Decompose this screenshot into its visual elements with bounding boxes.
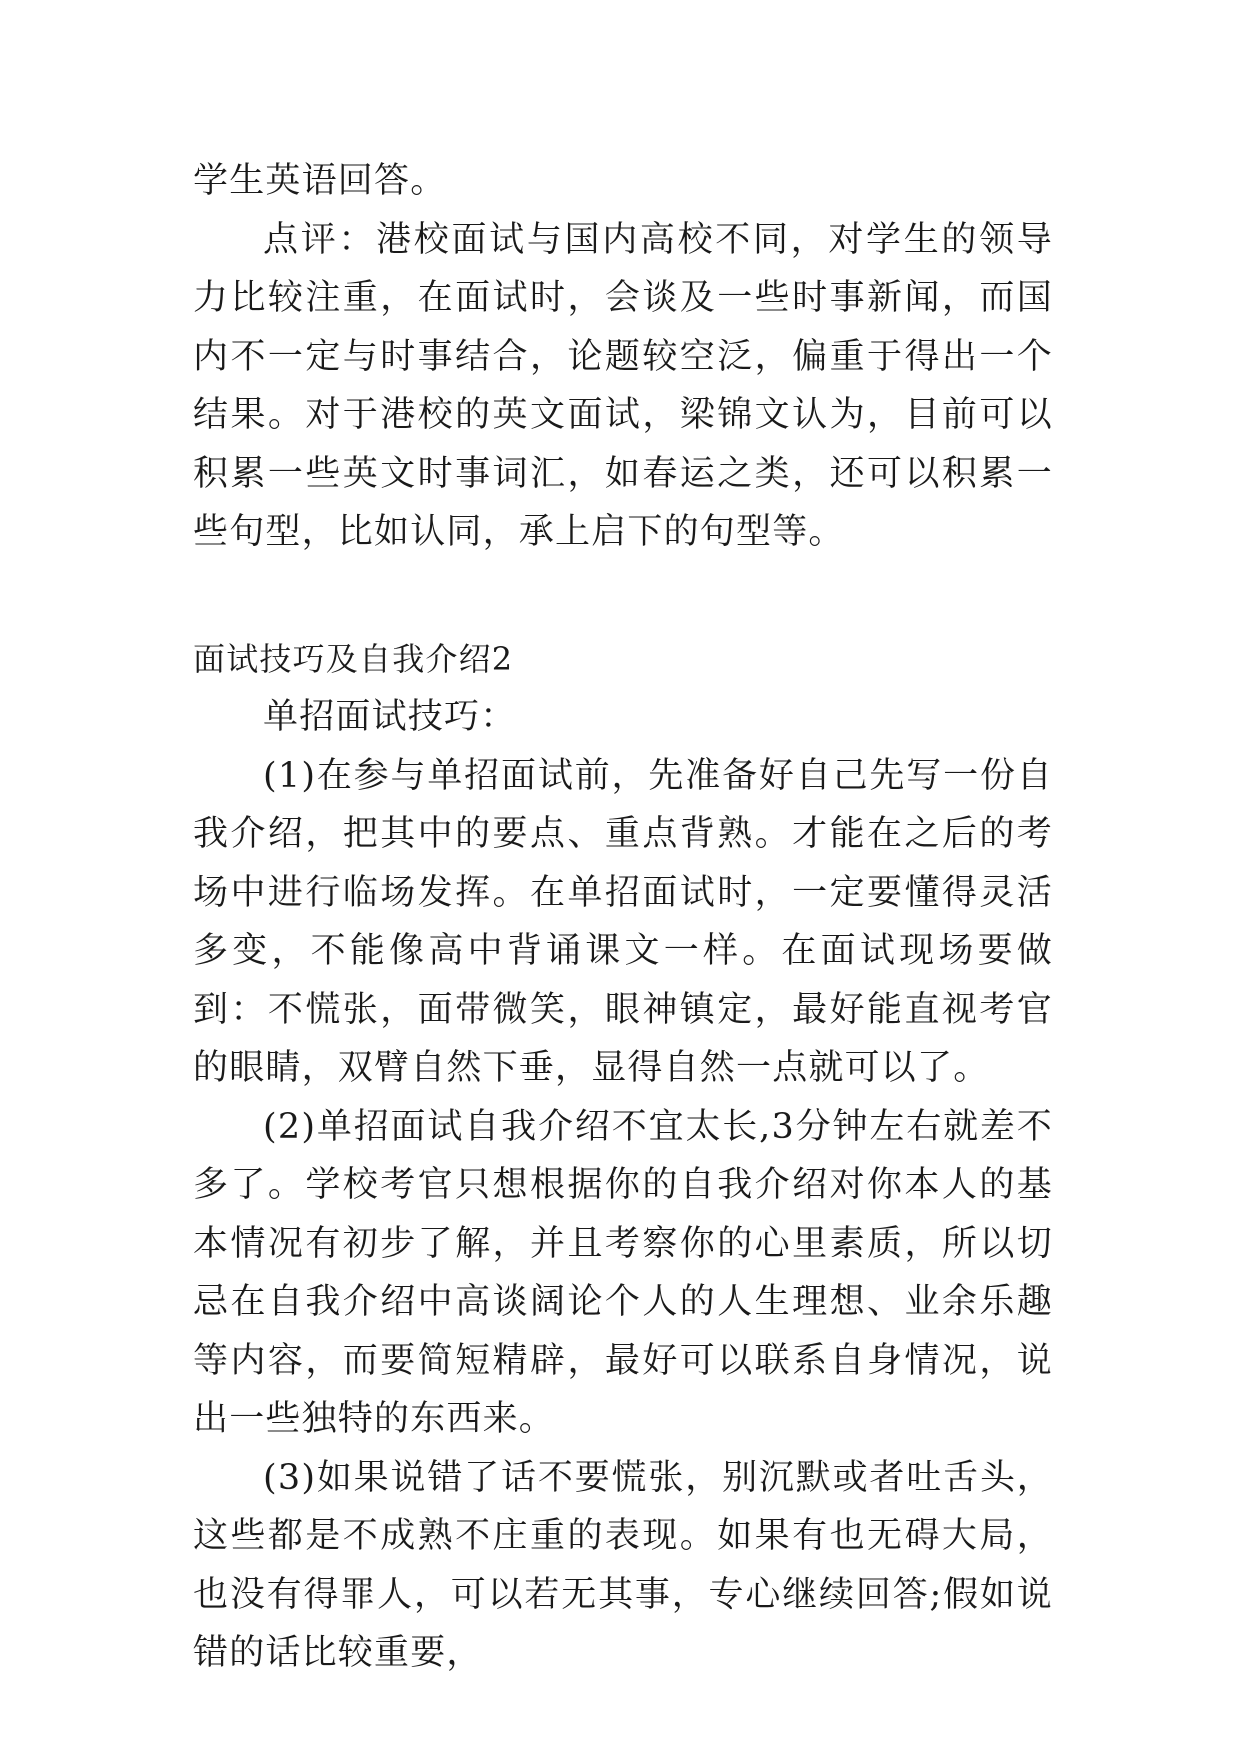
document-body [193,152,1053,1683]
paragraph-comment: 点评：港校面试与国内高校不同，对学生的领导力比较注重，在面试时，会谈及一些时事新闻，而国内不一定与时事结合，论题较空泛，偏重于得出一个结果。对于港校的英文面试，梁锦文认为，目前可以积累一些英文时事词汇，如春运之类，还可以积累一些句型，比如认同，承上启下的句型等。 [193,219,1053,552]
paragraph-tip-1: (1)在参与单招面试前，先准备好自己先写一份自我介绍，把其中的要点、重点背熟。才能在之后的考场中进行临场发挥。在单招面试时，一定要懂得灵活多变，不能像高中背诵课文一样。在面试现场要做到：不慌张，面带微笑，眼神镇定，最好能直视考官的眼睛，双臂自然下垂，显得自然一点就可以了。 [193,755,1053,1088]
paragraph-answer-ending: 学生英语回答。 [193,161,447,201]
section-heading: 面试技巧及自我介绍2 [193,639,514,678]
paragraph-tips-title: 单招面试技巧： [263,697,517,737]
paragraph-tip-2: (2)单招面试自我介绍不宜太长,3分钟左右就差不多了。学校考官只想根据你的自我介绍对你本人的基本情况有初步了解，并且考察你的心里素质，所以切忌在自我介绍中高谈阔论个人的人生理想、业余乐趣等内容，而要简短精辟，最好可以联系自身情况，说出一些独特的东西来。 [193,1106,1053,1439]
paragraph-tip-3: (3)如果说错了话不要慌张，别沉默或者吐舌头，这些都是不成熟不庄重的表现。如果有也无碍大局，也没有得罪人，可以若无其事，专心继续回答;假如说错的话比较重要， [193,1457,1053,1673]
